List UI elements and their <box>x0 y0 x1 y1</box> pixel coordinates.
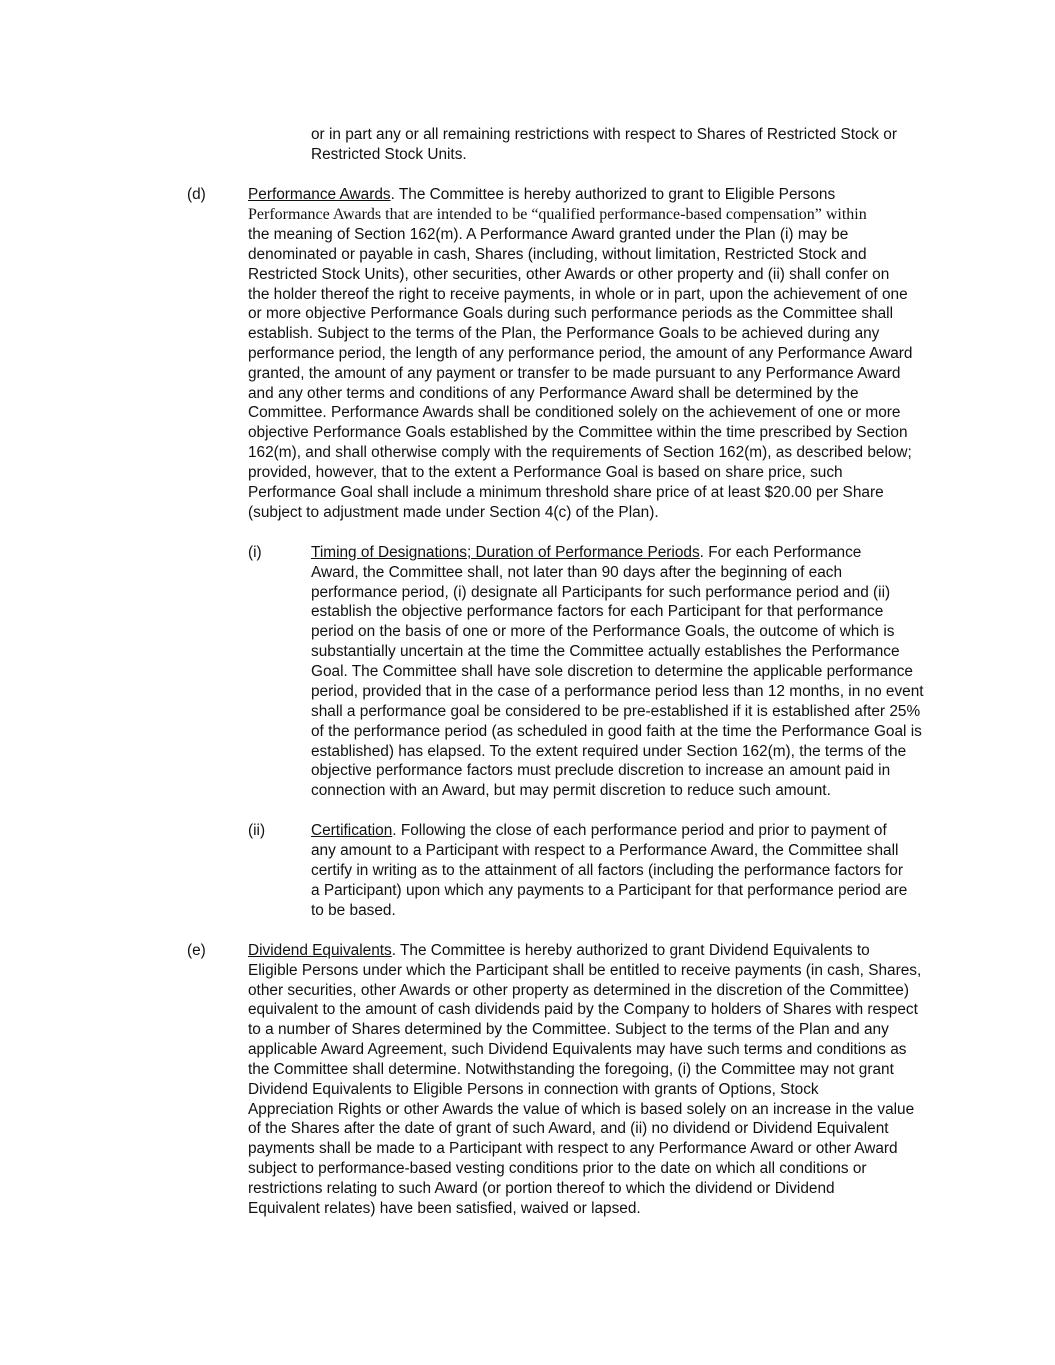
paragraph-line: Dividend Equivalents to Eligible Persons in connection with grants of Options, Stock <box>248 1081 819 1098</box>
subsection-ii-first-line <box>311 821 887 841</box>
paragraph-line: to be based. <box>311 902 396 919</box>
section-d-first-line-text: . The Committee is hereby authorized to grant to Eligible Persons <box>390 186 836 203</box>
paragraph-line: granted, the amount of any payment or transfer to be made pursuant to any Performance Award <box>248 365 901 382</box>
paragraph-line: payments shall be made to a Participant with respect to any Performance Award or other Award <box>248 1140 898 1157</box>
paragraph-line: established) has elapsed. To the extent required under Section 162(m), the terms of the <box>311 743 907 760</box>
paragraph-line: establish the objective performance factors for each Participant for that performance <box>311 603 884 620</box>
paragraph-line: other securities, other Awards or other property as determined in the discretion of the Committee) <box>248 982 909 999</box>
section-heading-dividend-equivalents: Dividend Equivalents <box>248 942 392 959</box>
section-e-first-line-text: . The Committee is hereby authorized to grant Dividend Equivalents to <box>391 942 870 959</box>
paragraph-line: applicable Award Agreement, such Dividend Equivalents may have such terms and conditions as <box>248 1041 907 1058</box>
paragraph-line: Award, the Committee shall, not later than 90 days after the beginning of each <box>311 564 843 581</box>
section-d-first-line <box>248 185 835 205</box>
paragraph-line: denominated or payable in cash, Shares (including, without limitation, Restricted Stock and <box>248 246 867 263</box>
section-e-first-line <box>248 941 870 961</box>
paragraph-line: objective performance factors must preclude discretion to increase an amount paid in <box>311 762 891 779</box>
paragraph-line: shall a performance goal be considered to be pre-established if it is established after 25% <box>311 703 921 720</box>
paragraph-line: substantially uncertain at the time the Committee actually establishes the Performance <box>311 643 900 660</box>
paragraph-line: Restricted Stock Units), other securities, other Awards or other property and (ii) shall confer on <box>248 266 890 283</box>
section-heading-performance-awards: Performance Awards <box>248 186 391 203</box>
paragraph-line: provided, however, that to the extent a Performance Goal is based on share price, such <box>248 464 843 481</box>
paragraph-line: Equivalent relates) have been satisfied, waived or lapsed. <box>248 1200 641 1217</box>
paragraph-line: Performance Awards that are intended to be “qualified performance-based compensation” within <box>248 206 867 223</box>
paragraph-line: performance period, the length of any performance period, the amount of any Performance Award <box>248 345 913 362</box>
paragraph-line: the meaning of Section 162(m). A Performance Award granted under the Plan (i) may be <box>248 226 849 243</box>
paragraph-line: 162(m), and shall otherwise comply with the requirements of Section 162(m), as described below; <box>248 444 912 461</box>
subsection-ii-first-line-text: . Following the close of each performance period and prior to payment of <box>392 822 887 839</box>
section-marker-d: (d) <box>187 186 206 203</box>
paragraph-line: period on the basis of one or more of the Performance Goals, the outcome of which is <box>311 623 895 640</box>
paragraph-line: Goal. The Committee shall have sole discretion to determine the applicable performance <box>311 663 913 680</box>
paragraph-line: equivalent to the amount of cash dividends paid by the Company to holders of Shares with respect <box>248 1001 918 1018</box>
paragraph-line: and any other terms and conditions of any Performance Award shall be determined by the <box>248 385 859 402</box>
paragraph-line: Eligible Persons under which the Participant shall be entitled to receive payments (in cash, Shares, <box>248 962 922 979</box>
paragraph-line: period, provided that in the case of a performance period less than 12 months, in no event <box>311 683 924 700</box>
subsection-i-first-line-text: . For each Performance <box>699 544 862 561</box>
paragraph-line: to a number of Shares determined by the Committee. Subject to the terms of the Plan and any <box>248 1021 889 1038</box>
paragraph-line: Appreciation Rights or other Awards the value of which is based solely on an increase in the value <box>248 1101 915 1118</box>
paragraph-line: performance period, (i) designate all Participants for such performance period and (ii) <box>311 584 891 601</box>
paragraph-line: certify in writing as to the attainment of all factors (including the performance factors for <box>311 862 903 879</box>
paragraph-line: or more objective Performance Goals during such performance periods as the Committee shall <box>248 305 893 322</box>
paragraph-line: Committee. Performance Awards shall be conditioned solely on the achievement of one or more <box>248 404 901 421</box>
paragraph-line: of the performance period (as scheduled in good faith at the time the Performance Goal is <box>311 723 922 740</box>
paragraph-line: objective Performance Goals established by the Committee within the time prescribed by Section <box>248 424 908 441</box>
paragraph-line: establish. Subject to the terms of the Plan, the Performance Goals to be achieved during any <box>248 325 880 342</box>
subsection-heading-certification: Certification <box>311 822 393 839</box>
paragraph-line: subject to performance-based vesting conditions prior to the date on which all conditions or <box>248 1160 867 1177</box>
paragraph-line: of the Shares after the date of grant of such Award, and (ii) no dividend or Dividend Equivalent <box>248 1120 889 1137</box>
paragraph-line: the Committee shall determine. Notwithstanding the foregoing, (i) the Committee may not grant <box>248 1061 894 1078</box>
subsection-heading-timing: Timing of Designations; Duration of Performance Periods <box>311 544 700 561</box>
paragraph-line: restrictions relating to such Award (or portion thereof to which the dividend or Dividend <box>248 1180 835 1197</box>
subsection-i-first-line <box>311 543 861 563</box>
paragraph-line: or in part any or all remaining restrictions with respect to Shares of Restricted Stock or <box>311 126 897 143</box>
paragraph-line: Restricted Stock Units. <box>311 146 467 163</box>
paragraph-line: a Participant) upon which any payments to a Participant for that performance period are <box>311 882 908 899</box>
paragraph-line: (subject to adjustment made under Section 4(c) of the Plan). <box>248 504 659 521</box>
paragraph-line: connection with an Award, but may permit discretion to reduce such amount. <box>311 782 831 799</box>
subsection-marker-i: (i) <box>248 544 262 561</box>
subsection-marker-ii: (ii) <box>248 822 266 839</box>
paragraph-line: any amount to a Participant with respect to a Performance Award, the Committee shall <box>311 842 899 859</box>
section-marker-e: (e) <box>187 942 206 959</box>
paragraph-line: Performance Goal shall include a minimum threshold share price of at least $20.00 per Share <box>248 484 884 501</box>
paragraph-line: the holder thereof the right to receive payments, in whole or in part, upon the achievement of one <box>248 286 908 303</box>
